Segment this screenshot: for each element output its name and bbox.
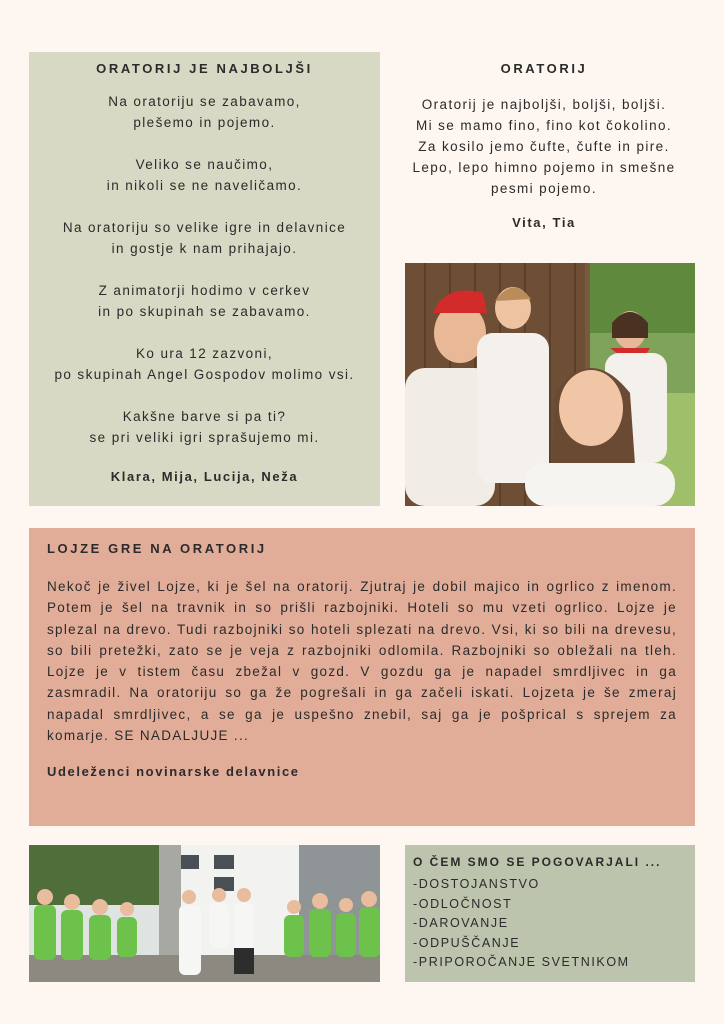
poem2-line: Mi se mamo fino, fino kot čokolino.	[415, 118, 673, 133]
poem1-line: Z animatorji hodimo v cerkev	[98, 283, 311, 298]
poem1-line: in po skupinah se zabavamo.	[98, 304, 311, 319]
poem1-stanza	[29, 91, 380, 133]
poem1-stanza	[29, 406, 380, 448]
poem1-line: Na oratoriju so velike igre in delavnice	[62, 220, 347, 235]
topic-item: -DAROVANJE	[413, 916, 509, 930]
poem2-title: ORATORIJ	[500, 61, 588, 76]
poem2-authors: Vita, Tia	[512, 215, 576, 230]
photo-animators	[405, 263, 695, 506]
poem1-line: Kakšne barve si pa ti?	[122, 409, 287, 424]
poem1-title: ORATORIJ JE NAJBOLJŠI	[96, 61, 313, 76]
story-authors: Udeleženci novinarske delavnice	[47, 764, 300, 780]
story-title: LOJZE GRE NA ORATORIJ	[47, 541, 267, 556]
poem1-stanza	[29, 280, 380, 322]
topic-item: -DOSTOJANSTVO	[413, 877, 540, 891]
photo-group	[29, 845, 380, 982]
poem1-stanza	[29, 217, 380, 259]
story-text: Nekoč je živel Lojze, ki je šel na oratorij. Zjutraj je dobil majico in ogrlico z imenom. Potem je šel na travnik in so prišli razbojniki. Hoteli so mu vzeti ogrlico. Lojze je splezal na drevo. Tudi razbojniki so hoteli splezati na drevo. Vsi, ki so bili na drevesu, so bili pretežki, zato se je veja z razbojniki odlomila. Razbojniki so obležali na tleh. Lojze je v tistem času zbežal v gozd. V gozdu ga je napadel smrdljivec in ga zasmradil. Na oratoriju so ga že pogrešali in ga začeli iskati. Lojzeta je še zmeraj napadal smrdljivec, a se ga je uspešno znebil, saj ga je pošprical s sprejem za komarje. SE NADALJUJE ...	[47, 579, 677, 744]
poem2-line: Oratorij je najboljši, boljši, boljši.	[421, 97, 667, 112]
topic-item: -ODLOČNOST	[413, 896, 513, 911]
story-lojze-gre-na-oratorij	[29, 528, 695, 826]
poem2-stanza	[384, 94, 704, 199]
poem1-stanza	[29, 154, 380, 196]
poem1-line: plešemo in pojemo.	[133, 115, 276, 130]
topics-box	[405, 845, 695, 982]
poem1-line: se pri veliki igri sprašujemo mi.	[89, 430, 320, 445]
poem1-authors: Klara, Mija, Lucija, Neža	[110, 469, 299, 484]
topics-title: O ČEM SMO SE POGOVARJALI ...	[413, 855, 662, 869]
poem1-line: in nikoli se ne naveličamo.	[106, 178, 303, 193]
poem2-line: pesmi pojemo.	[491, 181, 597, 196]
poem-oratorij	[384, 52, 704, 252]
poem1-line: po skupinah Angel Gospodov molimo vsi.	[54, 367, 355, 382]
poem2-line: Lepo, lepo himno pojemo in smešne	[412, 160, 676, 175]
poem-oratorij-je-najboljsi	[29, 52, 380, 506]
poem1-line: Na oratoriju se zabavamo,	[108, 94, 301, 109]
poem1-line: in gostje k nam prihajajo.	[111, 241, 298, 256]
poem1-stanza	[29, 343, 380, 385]
poem2-line: Za kosilo jemo čufte, čufte in pire.	[418, 139, 670, 154]
poem1-line: Veliko se naučimo,	[135, 157, 274, 172]
topic-item: -ODPUŠČANJE	[413, 935, 521, 950]
topic-item: -PRIPOROČANJE SVETNIKOM	[413, 955, 630, 969]
poem1-line: Ko ura 12 zazvoni,	[135, 346, 274, 361]
